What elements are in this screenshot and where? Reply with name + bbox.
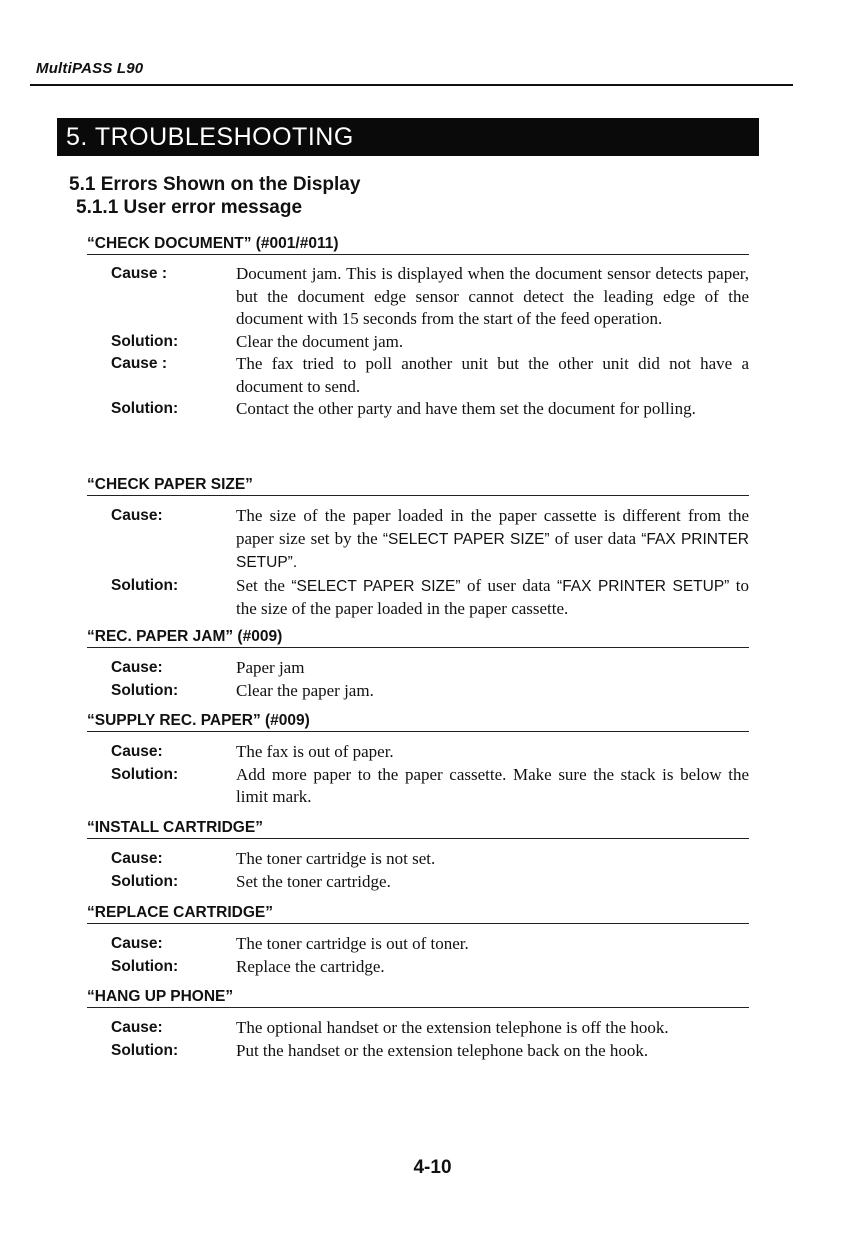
text-part: Set the — [236, 575, 292, 595]
solution-label: Solution: — [111, 957, 179, 975]
solution-row — [87, 956, 749, 979]
cause-label: Cause: — [111, 850, 163, 867]
error-message-title: “CHECK DOCUMENT” (#001/#011) — [87, 233, 749, 255]
solution-row — [87, 398, 749, 421]
solution-text: Add more paper to the paper cassette. Make sure the stack is below the limit mark. — [236, 764, 749, 806]
cause-row — [87, 263, 749, 331]
solution-label: Solution: — [111, 681, 179, 699]
text-part: to the size of the paper loaded in the paper cassette. — [236, 575, 749, 618]
solution-label: Solution: — [111, 765, 179, 783]
setting-name: “SELECT PAPER SIZE” — [382, 530, 550, 548]
solution-text: Put the handset or the extension telephone back on the hook. — [236, 1040, 649, 1060]
cause-label: Cause: — [111, 1019, 163, 1036]
cause-row — [87, 848, 749, 871]
solution-row — [87, 680, 749, 703]
chapter-title: 5. TROUBLESHOOTING — [66, 123, 354, 151]
running-header: MultiPASS L90 — [36, 60, 144, 77]
cause-text: The toner cartridge is out of toner. — [236, 934, 469, 953]
solution-row — [87, 764, 749, 809]
solution-row — [87, 871, 749, 894]
header-rule — [30, 84, 793, 86]
cause-label: Cause : — [111, 355, 167, 372]
error-message-hang-up-phone — [87, 986, 749, 1062]
solution-label: Solution: — [111, 576, 179, 594]
error-message-title: “REC. PAPER JAM” (#009) — [87, 626, 749, 648]
text-part: The size of the paper loaded in the paper cassette is different from the paper size set by the — [236, 506, 749, 548]
error-message-check-document — [87, 233, 749, 421]
cause-text: Document jam. This is displayed when the document sensor detects paper, but the document edge sensor cannot detect the leading edge of the document with 15 seconds from the start of the feed operation. — [236, 264, 749, 328]
cause-label: Cause: — [111, 935, 163, 952]
error-message-check-paper-size — [87, 474, 749, 621]
error-message-title: “CHECK PAPER SIZE” — [87, 474, 749, 496]
solution-row — [87, 1040, 749, 1063]
subsection-title: 5.1.1 User error message — [76, 197, 303, 218]
section-title: 5.1 Errors Shown on the Display — [69, 174, 361, 195]
solution-text: Clear the paper jam. — [236, 680, 374, 700]
error-message-title: “HANG UP PHONE” — [87, 986, 749, 1008]
cause-label: Cause: — [111, 659, 163, 676]
cause-row — [87, 741, 749, 764]
solution-row — [87, 331, 749, 354]
cause-text: Paper jam — [236, 658, 305, 677]
solution-label: Solution: — [111, 332, 179, 350]
setting-name: “FAX PRINTER SETUP” — [557, 577, 730, 595]
cause-text: The optional handset or the extension telephone is off the hook. — [236, 1018, 669, 1037]
error-message-supply-rec-paper — [87, 710, 749, 809]
solution-label: Solution: — [111, 1041, 179, 1059]
cause-text — [236, 505, 749, 575]
error-message-rec-paper-jam — [87, 626, 749, 702]
cause-row — [87, 657, 749, 680]
error-message-title: “REPLACE CARTRIDGE” — [87, 902, 749, 924]
cause-text: The toner cartridge is not set. — [236, 849, 436, 868]
setting-name: “FAX PRINTER SETUP”. — [236, 530, 749, 571]
solution-label: Solution: — [111, 400, 179, 417]
solution-label: Solution: — [111, 872, 179, 890]
solution-text: Replace the cartridge. — [236, 956, 385, 976]
cause-label: Cause: — [111, 743, 163, 760]
error-message-title: “SUPPLY REC. PAPER” (#009) — [87, 710, 749, 732]
solution-row — [87, 575, 749, 621]
text-part: of user data — [460, 575, 558, 595]
solution-text — [236, 575, 749, 621]
text-part: of user data — [549, 528, 642, 548]
setting-name: “SELECT PAPER SIZE” — [291, 577, 461, 595]
cause-row — [87, 353, 749, 398]
cause-text: The fax is out of paper. — [236, 742, 394, 761]
solution-text: Contact the other party and have them set the document for polling. — [236, 399, 696, 418]
solution-text: Clear the document jam. — [236, 331, 404, 351]
cause-row — [87, 1017, 749, 1040]
cause-row — [87, 505, 749, 575]
cause-label: Cause : — [111, 265, 167, 282]
error-message-title: “INSTALL CARTRIDGE” — [87, 817, 749, 839]
error-message-replace-cartridge — [87, 902, 749, 978]
cause-row — [87, 933, 749, 956]
solution-text: Set the toner cartridge. — [236, 871, 391, 891]
cause-text: The fax tried to poll another unit but the other unit did not have a document to send. — [236, 354, 749, 396]
error-message-install-cartridge — [87, 817, 749, 893]
cause-label: Cause: — [111, 507, 163, 524]
page-number: 4-10 — [413, 1157, 452, 1178]
